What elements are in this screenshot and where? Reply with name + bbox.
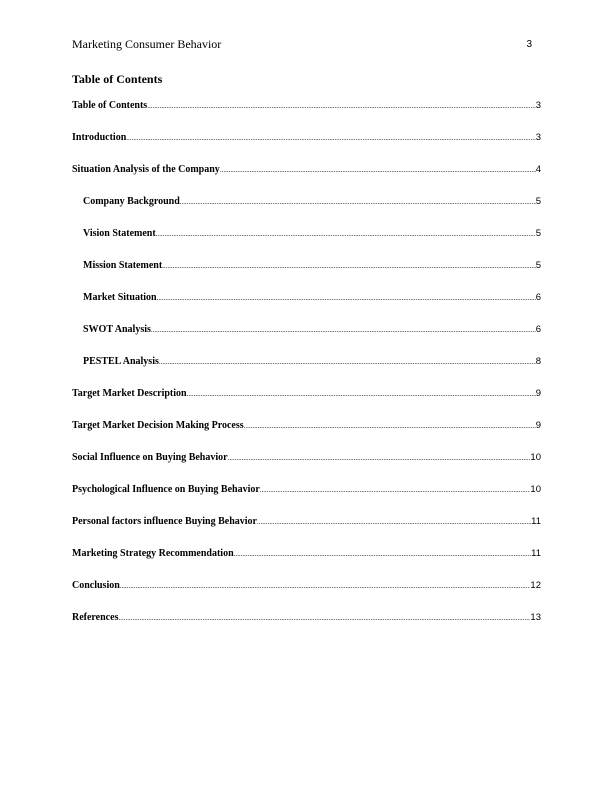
dot-leader [257, 515, 531, 529]
page-number: 3 [526, 39, 532, 50]
toc-entry-page-number: 6 [535, 292, 541, 303]
toc-entry-page-number: 4 [535, 164, 541, 175]
toc-entry[interactable] [72, 195, 541, 227]
toc-entry[interactable] [72, 99, 541, 131]
toc-entry-label: Social Influence on Buying Behavior [72, 452, 228, 463]
toc-entry-page-number: 9 [535, 420, 541, 431]
toc-entry-page-number: 10 [530, 452, 541, 463]
toc-entry[interactable] [72, 611, 541, 643]
toc-entry-label: PESTEL Analysis [83, 356, 159, 367]
dot-leader [228, 451, 531, 465]
dot-leader [162, 259, 536, 273]
dot-leader [180, 195, 536, 209]
toc-entry-page-number: 3 [535, 100, 541, 111]
toc-entry[interactable] [72, 291, 541, 323]
toc-entry-label: Conclusion [72, 580, 120, 591]
toc-entry[interactable] [72, 259, 541, 291]
toc-entry[interactable] [72, 387, 541, 419]
dot-leader [118, 611, 530, 625]
toc-entry-label: Personal factors influence Buying Behavior [72, 516, 257, 527]
toc-entry-page-number: 12 [530, 580, 541, 591]
toc-entry-page-number: 5 [535, 228, 541, 239]
toc-entry[interactable] [72, 547, 541, 579]
toc-entry-label: Vision Statement [83, 228, 156, 239]
toc-entry-label: Mission Statement [83, 260, 163, 271]
toc-entry-label: Table of Contents [72, 100, 148, 111]
toc-entry-page-number: 9 [535, 388, 541, 399]
toc-entry-page-number: 3 [535, 132, 541, 143]
dot-leader [244, 419, 536, 433]
toc-entry-page-number: 13 [530, 612, 541, 623]
toc-entry[interactable] [72, 451, 541, 483]
toc-entry[interactable] [72, 355, 541, 387]
table-of-contents [72, 99, 541, 643]
dot-leader [187, 387, 536, 401]
toc-entry-label: Marketing Strategy Recommendation [72, 548, 234, 559]
toc-entry-label: Situation Analysis of the Company [72, 164, 220, 175]
toc-entry-page-number: 10 [530, 484, 541, 495]
toc-entry[interactable] [72, 131, 541, 163]
toc-entry-page-number: 11 [531, 548, 541, 559]
toc-entry[interactable] [72, 483, 541, 515]
dot-leader [260, 483, 531, 497]
toc-entry-label: Introduction [72, 132, 127, 143]
dot-leader [151, 323, 536, 337]
toc-entry[interactable] [72, 163, 541, 195]
toc-entry-label: Target Market Description [72, 388, 187, 399]
toc-entry-label: Psychological Influence on Buying Behavior [72, 484, 260, 495]
toc-entry-page-number: 5 [535, 260, 541, 271]
toc-entry[interactable] [72, 227, 541, 259]
dot-leader [157, 291, 536, 305]
toc-entry-label: Market Situation [83, 292, 157, 303]
running-header [72, 36, 540, 52]
toc-entry-label: References [72, 612, 119, 623]
dot-leader [147, 99, 536, 113]
toc-entry[interactable] [72, 323, 541, 355]
dot-leader [234, 547, 531, 561]
toc-entry-label: SWOT Analysis [83, 324, 151, 335]
dot-leader [220, 163, 536, 177]
toc-entry[interactable] [72, 515, 541, 547]
dot-leader [159, 355, 536, 369]
toc-entry-page-number: 5 [535, 196, 541, 207]
toc-entry-label: Target Market Decision Making Process [72, 420, 244, 431]
dot-leader [126, 131, 535, 145]
toc-entry[interactable] [72, 419, 541, 451]
toc-entry-label: Company Background [83, 196, 180, 207]
dot-leader [156, 227, 536, 241]
toc-entry-page-number: 8 [535, 356, 541, 367]
toc-heading: Table of Contents [72, 72, 163, 86]
dot-leader [120, 579, 531, 593]
toc-entry-page-number: 6 [535, 324, 541, 335]
running-title: Marketing Consumer Behavior [72, 37, 222, 51]
toc-entry-page-number: 11 [531, 516, 541, 527]
toc-entry[interactable] [72, 579, 541, 611]
